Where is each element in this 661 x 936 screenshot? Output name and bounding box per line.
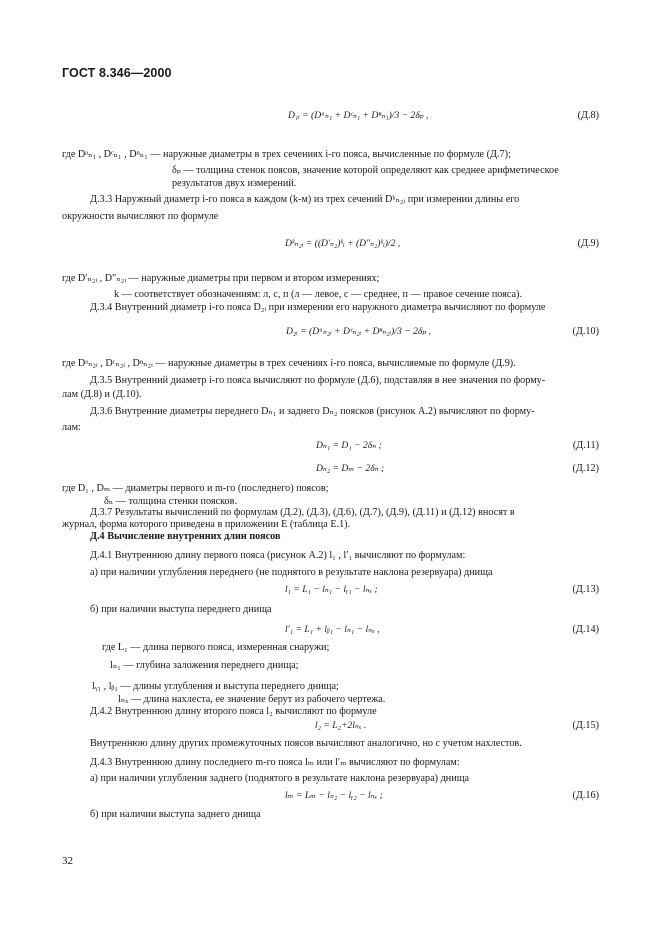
equation-number: (Д.13) [572,584,599,595]
document-header: ГОСТ 8.346—2000 [62,66,172,80]
formula-line: l₂ = L₂+2lₙₓ . [315,720,367,731]
text-line: где Dᵃₙ₁ , Dᶜₙ₁ , Dⁿₙ₁ — наружные диаметры в трех сечениях i-го пояса, вычисленные по формуле (Д.7); [62,149,511,160]
equation-number: (Д.16) [572,790,599,801]
text-line: б) при наличии выступа переднего днища [90,604,272,615]
formula-line: l′₁ = L₁ + lᵦ₁ − lₙ₁ − lₙₓ , [285,624,380,635]
text-line: где Dᵃₙ₂ᵢ , Dᶜₙ₂ᵢ , Dⁿₙ₂ᵢ — наружные диаметры в трех сечениях i-го пояса, вычисляемые по формуле (Д.9). [62,358,516,369]
text-line: δₚ — толщина стенок поясов, значение которой определяют как среднее арифметическое [172,165,559,176]
text-line: лам: [62,422,81,433]
formula-line: lₘ = Lₘ − lₙ₂ − lᵧ₂ − lₙₓ ; [285,790,383,801]
text-line: Д.4.1 Внутреннюю длину первого пояса (рисунок А.2) l₁ , l′₁ вычисляют по формулам: [90,550,466,561]
formula-line: D₂ᵢ = (Dᵃₙ₂ᵢ + Dᶜₙ₂ᵢ + Dⁿₙ₂ᵢ)/3 − 2δₚ , [286,326,431,337]
equation-number: (Д.15) [572,720,599,731]
formula-line: Dᵏₙ₂ᵢ = ((D′ₙ₂)ᵏᵢ + (D″ₙ₂)ᵏᵢ)/2 , [285,238,401,249]
text-line: окружности вычисляют по формуле [62,211,219,222]
text-line: Д.3.5 Внутренний диаметр i-го пояса вычисляют по формуле (Д.6), подставляя в нее значения по форму- [90,375,546,386]
formula-line: Dₙ₂ = Dₘ − 2δₙ ; [316,463,385,474]
equation-number: (Д.8) [577,110,599,121]
section-heading: Д.4 Вычисление внутренних длин поясов [90,531,281,542]
text-line: Д.3.7 Результаты вычислений по формулам (Д.2), (Д.3), (Д.6), (Д.7), (Д.9), (Д.11) и (Д.12) вносят в [90,507,515,518]
text-line: Д.3.6 Внутренние диаметры переднего Dₙ₁ и заднего Dₙ₂ поясков (рисунок А.2) вычисляют по форму- [90,406,535,417]
page-number: 32 [62,855,73,867]
text-line: а) при наличии углубления переднего (не поднятого в результате наклона резервуара) днища [90,567,493,578]
equation-number: (Д.11) [572,440,599,451]
text-line: где L₁ — длина первого пояса, измеренная снаружи; [102,642,330,653]
text-line: lᵧ₁ , lᵦ₁ — длины углубления и выступа переднего днища; [92,681,339,692]
text-line: б) при наличии выступа заднего днища [90,809,261,820]
text-line: где D′ₙ₂ᵢ , D″ₙ₂ᵢ — наружные диаметры при первом и втором измерениях; [62,273,380,284]
equation-number: (Д.10) [572,326,599,337]
text-line: результатов двух измерений. [172,178,297,189]
formula-line: l₁ = L₁ − lₙ₁ − lᵧ₁ − lₙₓ ; [285,584,378,595]
text-line: δₙ — толщина стенки поясков. [104,496,238,507]
text-line: Внутреннюю длину других промежуточных поясов вычисляют аналогично, но с учетом нахлестов. [90,738,522,749]
text-line: lₙ₁ — глубина заложения переднего днища; [110,660,299,671]
text-line: lₙₓ — длина нахлеста, ее значение берут из рабочего чертежа. [118,694,386,705]
formula-line: Dₙ₁ = D₁ − 2δₙ ; [316,440,382,451]
text-line: а) при наличии углубления заднего (поднятого в результате наклона резервуара) днища [90,773,470,784]
equation-number: (Д.9) [577,238,599,249]
text-line: Д.4.2 Внутреннюю длину второго пояса l₂ вычисляют по формуле [90,706,377,717]
text-line: Д.3.4 Внутренний диаметр i-го пояса D₂ᵢ при измерении его наружного диаметра вычисляют по формуле [90,302,546,313]
text-line: Д.4.3 Внутреннюю длину последнего m-го пояса lₘ или l′ₘ вычисляют по формулам: [90,757,460,768]
text-line: где D₁ , Dₘ — диаметры первого и m-го (последнего) поясов; [62,483,329,494]
equation-number: (Д.12) [572,463,599,474]
equation-number: (Д.14) [572,624,599,635]
formula-line: D₁ᵢ = (Dᵃₙ₁ + Dᶜₙ₁ + Dⁿₙ₁)/3 − 2δₚ , [288,110,429,121]
text-line: лам (Д.8) и (Д.10). [62,389,142,400]
text-line: журнал, форма которого приведена в приложении Е (таблица Е.1). [62,519,351,530]
text-line: k — соответствует обозначениям: л, с, п (л — левое, с — среднее, п — правое сечение пояса). [114,289,522,300]
text-line: Д.3.3 Наружный диаметр i-го пояса в каждом (k-м) из трех сечений Dᵏₙ₂ᵢ при измерении длины его [90,194,520,205]
